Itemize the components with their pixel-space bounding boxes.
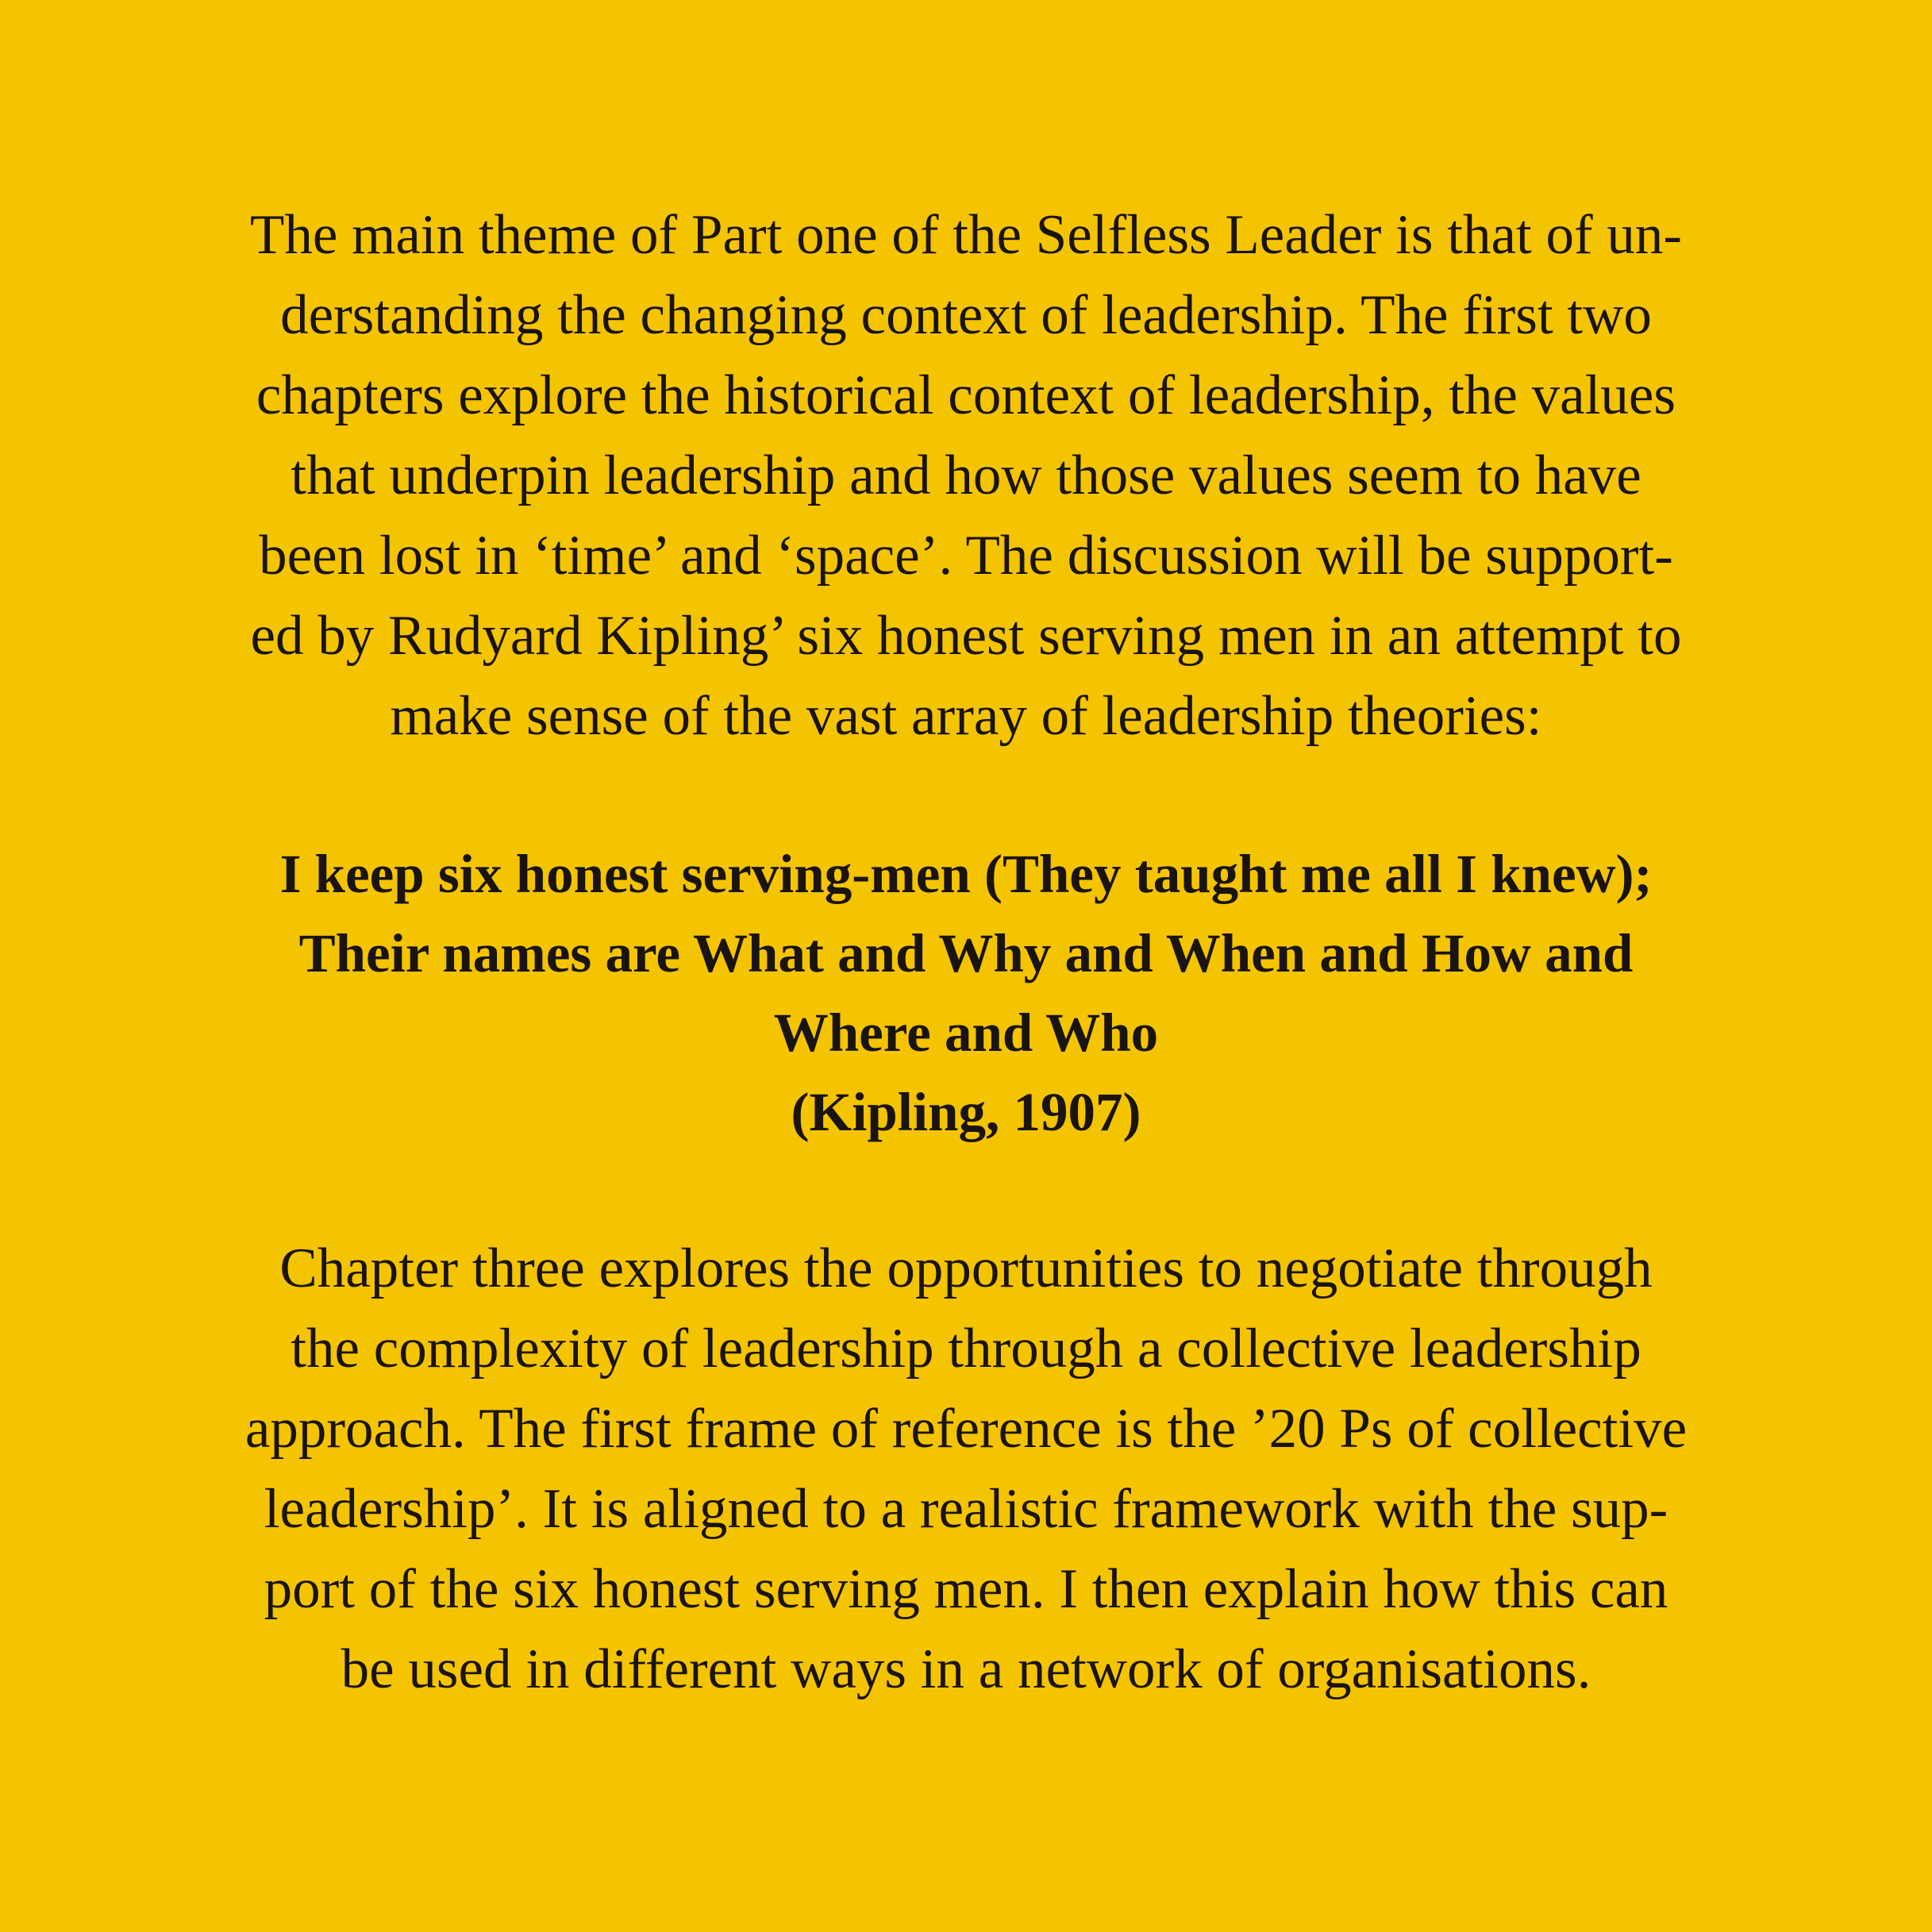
intro-line: make sense of the vast array of leadership theories: xyxy=(390,685,1542,747)
quote-line: Where and Who xyxy=(773,1003,1159,1063)
quote-line: Their names are What and Why and When and How and xyxy=(298,923,1634,983)
outro-line: Chapter three explores the opportunities to negotiate through xyxy=(279,1237,1653,1299)
intro-line: been lost in ‘time’ and ‘space’. The discussion will be support- xyxy=(259,525,1673,587)
intro-line: chapters explore the historical context of leadership, the values xyxy=(256,364,1676,426)
intro-paragraph xyxy=(0,195,1932,756)
kipling-quote xyxy=(0,834,1932,1152)
outro-line: be used in different ways in a network of organisations. xyxy=(341,1638,1591,1700)
outro-line: the complexity of leadership through a collective leadership xyxy=(291,1318,1641,1380)
intro-line: The main theme of Part one of the Selfless Leader is that of un- xyxy=(249,204,1683,266)
outro-line: approach. The first frame of reference is the ’20 Ps of collective xyxy=(244,1398,1688,1460)
intro-line: ed by Rudyard Kipling’ six honest serving men in an attempt to xyxy=(250,605,1682,667)
quote-citation: (Kipling, 1907) xyxy=(791,1082,1141,1142)
outro-line: port of the six honest serving men. I then explain how this can xyxy=(264,1558,1668,1620)
intro-line: that underpin leadership and how those values seem to have xyxy=(291,445,1641,506)
intro-line: derstanding the changing context of leadership. The first two xyxy=(280,284,1652,346)
chapter-three-paragraph xyxy=(0,1229,1932,1710)
quote-line: I keep six honest serving-men (They taught me all I knew); xyxy=(279,844,1653,904)
outro-line: leadership’. It is aligned to a realistic framework with the sup- xyxy=(264,1478,1668,1540)
